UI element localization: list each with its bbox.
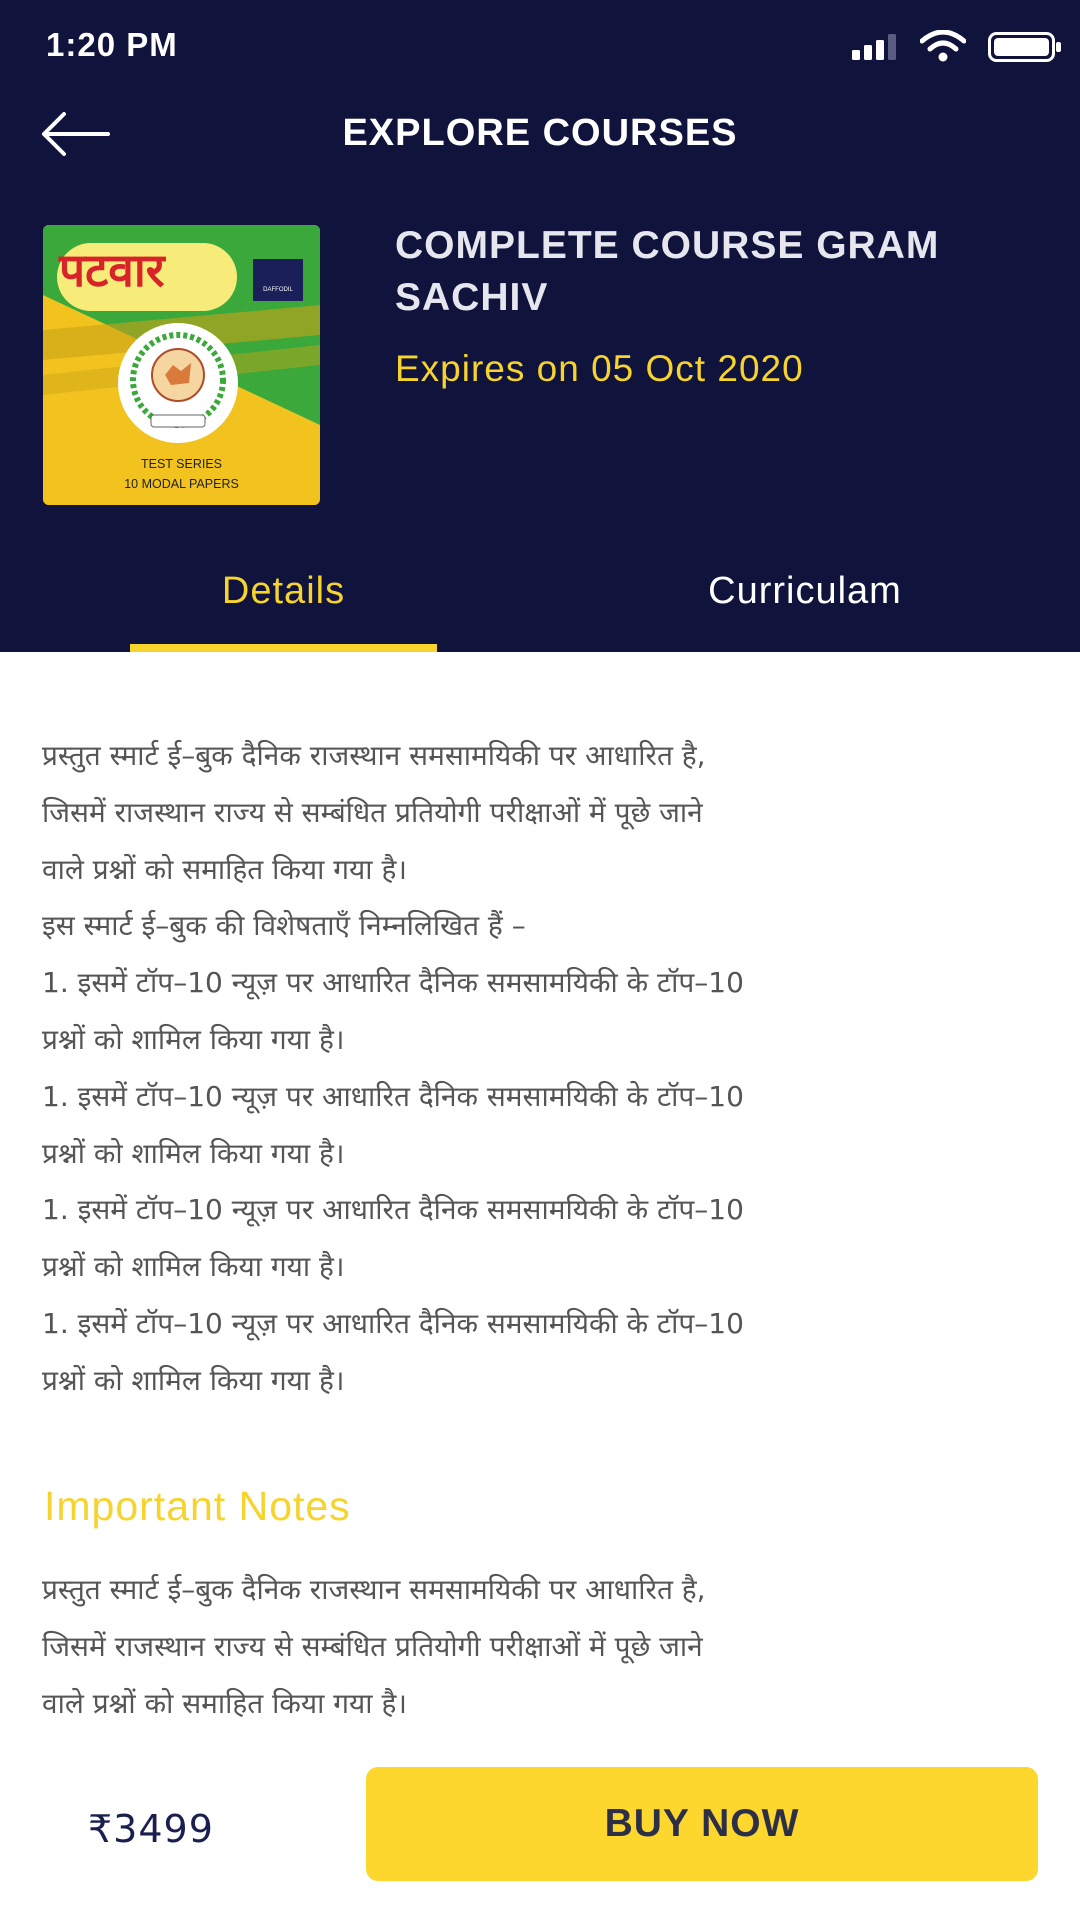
tab-active-indicator bbox=[130, 644, 437, 652]
status-time: 1:20 PM bbox=[46, 26, 178, 63]
notes-heading: Important Notes bbox=[44, 1483, 351, 1529]
cover-series-line: 10 MODAL PAPERS bbox=[124, 477, 239, 491]
details-line: 1. इसमें टॉप–10 न्यूज़ पर आधारित दैनिक समसामयिकी के टॉप–10 bbox=[42, 1079, 744, 1113]
cover-title: पटवार bbox=[59, 243, 165, 297]
page-title: EXPLORE COURSES bbox=[342, 112, 738, 154]
buy-now-button[interactable]: BUY NOW bbox=[366, 1767, 1038, 1881]
course-cover bbox=[43, 225, 320, 505]
notes-line: प्रस्तुत स्मार्ट ई–बुक दैनिक राजस्थान समसामयिकी पर आधारित है, bbox=[42, 1573, 706, 1606]
wifi-icon bbox=[920, 30, 966, 62]
details-line: प्रश्नों को शामिल किया गया है। bbox=[42, 1136, 345, 1170]
details-line: प्रश्नों को शामिल किया गया है। bbox=[42, 1250, 345, 1284]
details-line: 1. इसमें टॉप–10 न्यूज़ पर आधारित दैनिक समसामयिकी के टॉप–10 bbox=[42, 1306, 744, 1340]
course-title: COMPLETE COURSE GRAM SACHIV bbox=[395, 224, 940, 319]
notes-line: जिसमें राजस्थान राज्य से सम्बंधित प्रतियोगी परीक्षाओं में पूछे जाने bbox=[42, 1629, 703, 1663]
tab-curriculum[interactable]: Curriculam bbox=[708, 570, 902, 612]
cover-series bbox=[43, 454, 320, 494]
signal-icon bbox=[852, 34, 902, 60]
details-text bbox=[42, 730, 1042, 1412]
notes-text bbox=[42, 1564, 1042, 1734]
header bbox=[0, 0, 1080, 652]
details-line: 1. इसमें टॉप–10 न्यूज़ पर आधारित दैनिक समसामयिकी के टॉप–10 bbox=[42, 1193, 744, 1227]
cover-series-line: TEST SERIES bbox=[140, 457, 223, 471]
details-line: प्रश्नों को शामिल किया गया है। bbox=[42, 1363, 345, 1397]
details-line: जिसमें राजस्थान राज्य से सम्बंधित प्रतियोगी परीक्षाओं में पूछे जाने bbox=[42, 795, 703, 829]
bottom-bar bbox=[0, 1740, 1080, 1920]
tab-details[interactable]: Details bbox=[221, 570, 346, 612]
publisher-logo: DAFFODIL bbox=[253, 259, 303, 301]
notes-line: वाले प्रश्नों को समाहित किया गया है। bbox=[42, 1686, 407, 1720]
course-expiry: Expires on 05 Oct 2020 bbox=[395, 348, 804, 389]
details-line: प्रस्तुत स्मार्ट ई–बुक दैनिक राजस्थान समसामयिकी पर आधारित है, bbox=[42, 739, 706, 772]
battery-icon bbox=[988, 32, 1062, 62]
details-line: 1. इसमें टॉप–10 न्यूज़ पर आधारित दैनिक समसामयिकी के टॉप–10 bbox=[42, 966, 744, 1000]
details-line: इस स्मार्ट ई–बुक की विशेषताएँ निम्नलिखित हैं – bbox=[42, 909, 526, 943]
status-bar bbox=[0, 0, 1080, 92]
nav-bar bbox=[0, 92, 1080, 178]
course-price: ₹3499 bbox=[88, 1807, 214, 1851]
details-line: वाले प्रश्नों को समाहित किया गया है। bbox=[42, 852, 407, 886]
details-line: प्रश्नों को शामिल किया गया है। bbox=[42, 1022, 345, 1056]
